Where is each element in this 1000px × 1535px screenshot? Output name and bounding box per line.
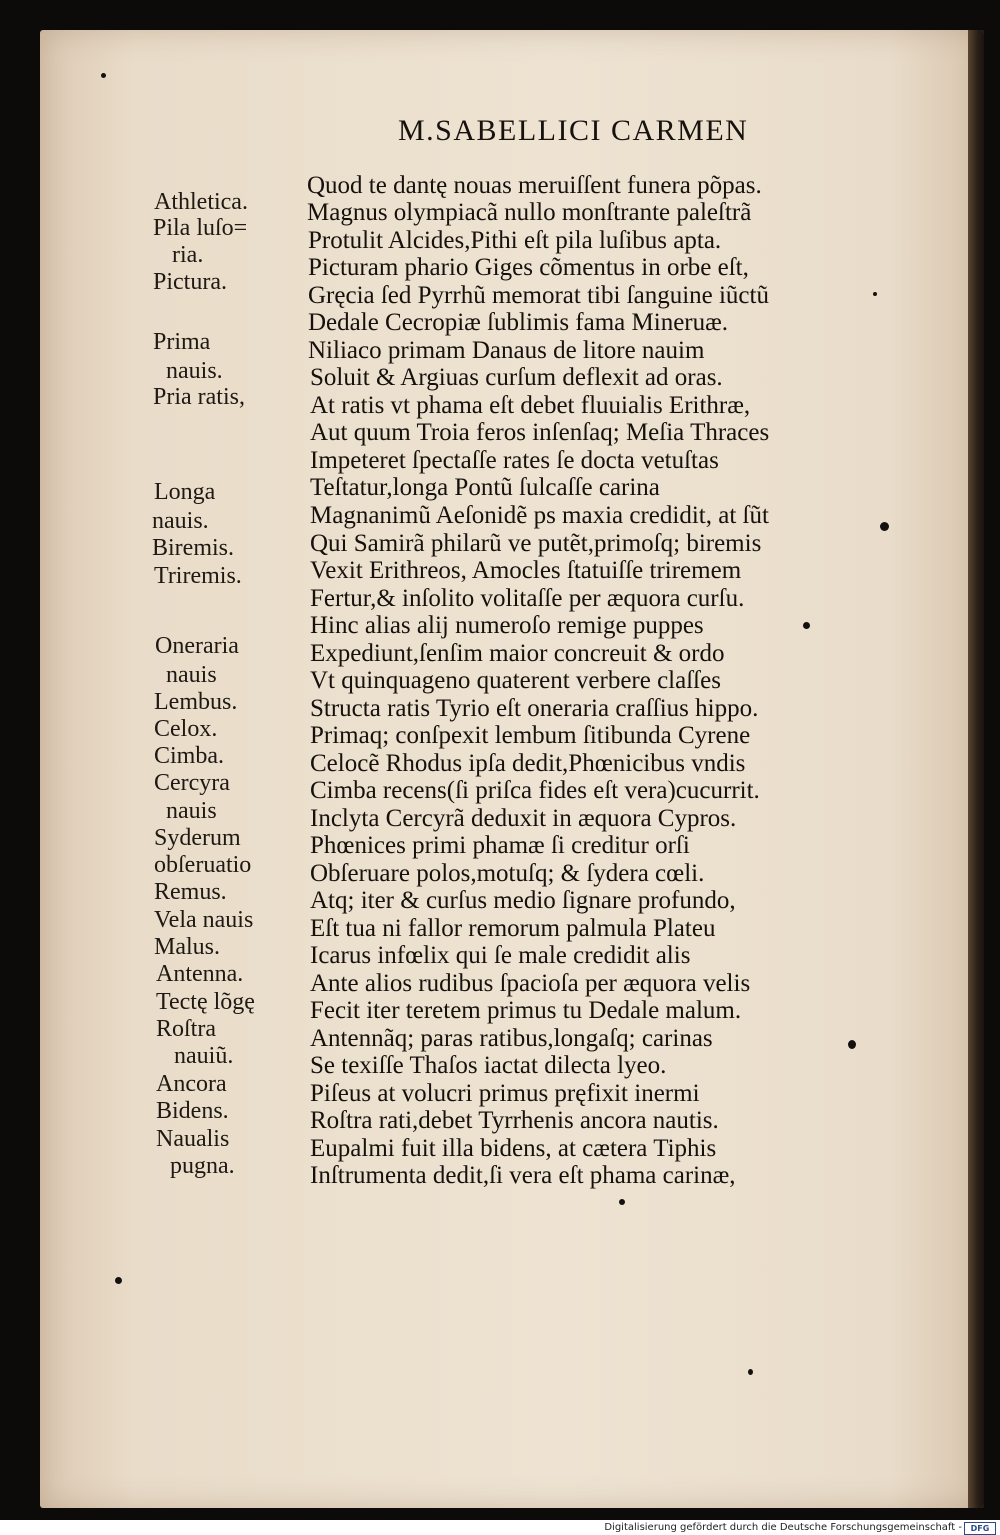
verse-line: Structa ratis Tyrio eſt oneraria craſſius hippo. <box>310 695 759 722</box>
verse-line: Atq; iter & curſus medio ſignare profundo, <box>310 887 736 914</box>
margin-note: Pictura. <box>153 269 227 295</box>
verse-line: Quod te dantę nouas meruiſſent funera põpas. <box>307 172 762 199</box>
verse-line: Inſtrumenta dedit,ſi vera eſt phama carinæ, <box>310 1162 736 1189</box>
verse-line: Dedale Cecropiæ ſublimis fama Mineruæ. <box>308 309 729 336</box>
margin-note: nauiũ. <box>174 1043 234 1069</box>
margin-note: ria. <box>172 242 204 268</box>
margin-note: Oneraria <box>155 633 239 659</box>
ink-spot <box>115 1277 122 1284</box>
margin-note: Roſtra <box>156 1016 216 1042</box>
margin-note: nauis. <box>166 358 223 384</box>
digitization-footer <box>0 1520 1000 1535</box>
verse-line: Impeteret ſpectaſſe rates ſe docta vetuſtas <box>310 447 719 474</box>
margin-note: Remus. <box>154 879 227 905</box>
margin-note: Naualis <box>156 1126 230 1152</box>
verse-line: Qui Samirã philarũ ve putẽt,primoſq; biremis <box>310 530 762 557</box>
verse-line: Fecit iter teretem primus tu Dedale malum. <box>310 997 742 1024</box>
margin-note: Malus. <box>154 934 220 960</box>
verse-line: Piſeus at volucri primus pręfixit inermi <box>310 1080 700 1107</box>
margin-note: Longa <box>154 479 216 505</box>
verse-line: Hinc alias alij numeroſo remige puppes <box>310 612 704 639</box>
verse-line: Vexit Erithreos, Amocles ſtatuiſſe triremem <box>310 557 742 584</box>
verse-line: Ante alios rudibus ſpacioſa per æquora velis <box>310 970 751 997</box>
margin-note: Antenna. <box>156 961 244 987</box>
margin-note: Biremis. <box>152 535 234 561</box>
margin-note: Ancora <box>156 1071 227 1097</box>
margin-note: Triremis. <box>154 563 242 589</box>
verse-line: Aut quum Troia feros inſenſaq; Meſia Thraces <box>310 419 770 446</box>
verse-line: Phœnices primi phamæ ſi creditur orſi <box>310 832 690 859</box>
verse-line: Primaq; conſpexit lembum ſitibunda Cyrene <box>310 722 751 749</box>
running-head: M.SABELLICI CARMEN <box>398 114 749 147</box>
verse-line: Vt quinquageno quaterent verbere claſſes <box>310 667 721 694</box>
verse-line: Obſeruare polos,motuſq; & ſydera cœli. <box>310 860 705 887</box>
ink-spot <box>848 1040 856 1049</box>
dfg-logo: DFG <box>964 1522 996 1535</box>
verse-line: Magnanimũ Aeſonidẽ ps maxia credidit, at ſũt <box>310 502 769 529</box>
ink-spot <box>748 1369 753 1375</box>
verse-line: Fertur,& inſolito volitaſſe per æquora curſu. <box>310 585 745 612</box>
verse-line: Gręcia ſed Pyrrhũ memorat tibi ſanguine iũctũ <box>308 282 769 309</box>
margin-note: Bidens. <box>156 1098 229 1124</box>
margin-note: Tectę lõgę <box>156 989 255 1015</box>
verse-line: Icarus infœlix qui ſe male credidit alis <box>310 942 691 969</box>
margin-note: nauis. <box>152 508 209 534</box>
verse-line: Eupalmi fuit illa bidens, at cætera Tiphis <box>310 1135 717 1162</box>
verse-line: Inclyta Cercyrã deduxit in æquora Cypros. <box>310 805 737 832</box>
verse-line: Picturam phario Giges cõmentus in orbe eſt, <box>308 254 749 281</box>
ink-spot <box>803 622 810 629</box>
verse-line: Teſtatur,longa Pontũ ſulcaſſe carina <box>310 474 660 501</box>
verse-line: Cimba recens(ſi priſca fides eſt vera)cucurrit. <box>310 777 760 804</box>
margin-note: Pila luſo= <box>153 215 248 241</box>
margin-note: Cimba. <box>154 743 224 769</box>
verse-line: Soluit & Argiuas curſum deflexit ad oras. <box>310 364 723 391</box>
margin-note: Syderum <box>154 825 241 851</box>
margin-note: nauis <box>166 798 217 824</box>
verse-line: Se texiſſe Thaſos iactat dilecta lyeo. <box>310 1052 667 1079</box>
margin-note: Vela nauis <box>154 907 254 933</box>
margin-note: Cercyra <box>154 770 230 796</box>
verse-line: Roſtra rati,debet Tyrrhenis ancora nautis. <box>310 1107 719 1134</box>
verse-line: Magnus olympiacã nullo monſtrante paleſtrã <box>307 199 752 226</box>
margin-note: pugna. <box>170 1153 235 1179</box>
verse-line: Eſt tua ni fallor remorum palmula Plateu <box>310 915 716 942</box>
verse-line: At ratis vt phama eſt debet fluuialis Erithræ, <box>310 392 751 419</box>
verse-line: Celocẽ Rhodus ipſa dedit,Phœnicibus vndis <box>310 750 746 777</box>
margin-note: Celox. <box>154 716 218 742</box>
verse-line: Antennãq; paras ratibus,longaſq; carinas <box>310 1025 713 1052</box>
margin-note: Lembus. <box>154 689 238 715</box>
ink-spot <box>880 522 889 531</box>
ink-spot <box>101 73 106 78</box>
margin-note: Pria ratis, <box>153 384 245 410</box>
margin-note: nauis <box>166 662 217 688</box>
ink-spot <box>619 1199 625 1205</box>
margin-note: Athletica. <box>154 189 248 215</box>
margin-note: Prima <box>153 329 211 355</box>
ink-spot <box>873 292 877 296</box>
verse-line: Niliaco primam Danaus de litore nauim <box>308 337 705 364</box>
funding-credit: Digitalisierung gefördert durch die Deutsche Forschungsgemeinschaft - <box>604 1522 962 1533</box>
verse-line: Protulit Alcides,Pithi eſt pila luſibus apta. <box>308 227 722 254</box>
page-edge <box>968 30 984 1508</box>
margin-note: obſeruatio <box>154 852 252 878</box>
verse-line: Expediunt,ſenſim maior concreuit & ordo <box>310 640 725 667</box>
